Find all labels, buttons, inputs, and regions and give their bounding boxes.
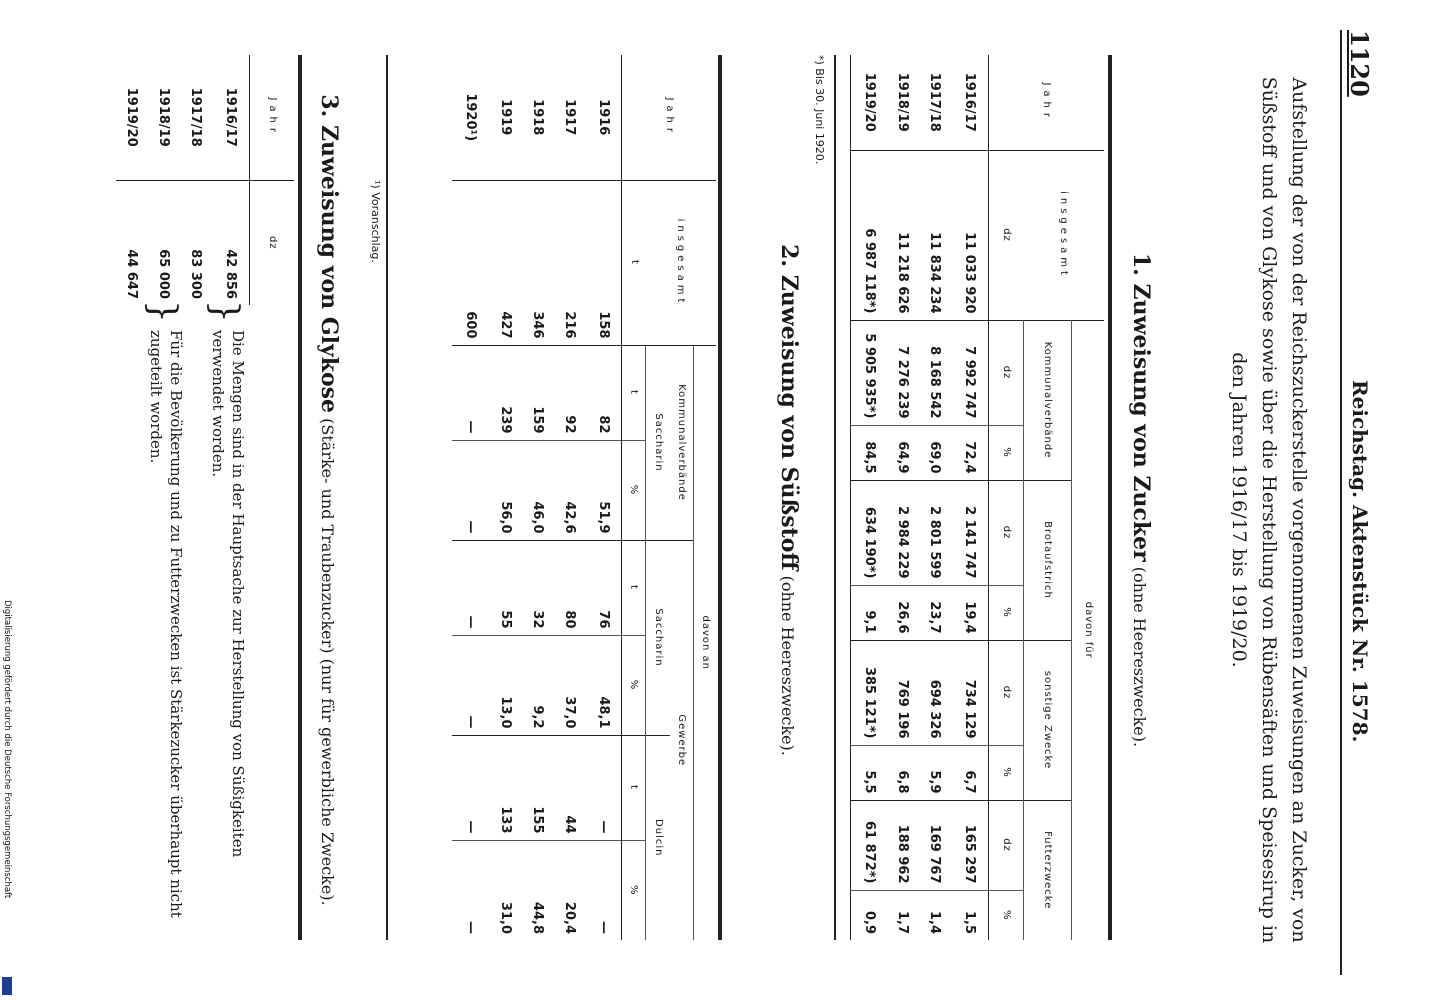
unit-dz: dz <box>989 480 1024 585</box>
table-row <box>452 55 490 940</box>
unit-dz: dz <box>989 320 1024 425</box>
cell-year: 1919/20 <box>124 87 140 147</box>
section2-heading-note: (ohne Heereszwecke). <box>778 575 797 756</box>
cell-dulcin-pct: 31,0 <box>490 840 522 940</box>
cell-insgesamt: 346 <box>522 180 554 345</box>
cell-sonstige-pct: 5,9 <box>919 745 951 800</box>
cell-kommunal-dz: 7 276 239 <box>887 320 919 425</box>
table-row <box>586 55 622 940</box>
cell-kommunal-t: 92 <box>554 345 586 440</box>
cell-insgesamt: 600 <box>452 180 490 345</box>
section2-bottom-rule <box>387 55 389 940</box>
cell-year: 1919/20 <box>861 72 877 132</box>
brace-1: } <box>204 300 245 323</box>
header-davon-fuer: davon für <box>1072 320 1104 940</box>
cell-year: 1917/18 <box>188 87 204 147</box>
cell-brot-pct: 26,6 <box>887 585 919 640</box>
cell-kommunal-t: 82 <box>586 345 622 440</box>
cell-saccharin-t: — <box>452 540 490 635</box>
table-row <box>212 55 250 305</box>
main-title: Aufstellung der von der Reichszuckerstelle vorgenommenen Zuweisungen an Zucker, von Süßstoff und von Glykose sowie über die Herstellung von Rübensäften und Speisesirup in den Jahren 1916/17 bis 1919/20. <box>1228 76 1310 944</box>
cell-brot-pct: 23,7 <box>919 585 951 640</box>
unit-pct: % <box>622 635 646 735</box>
unit-dz: dz <box>989 150 1024 320</box>
section2-heading: 2. Zuweisung von Süßstoff <box>776 244 802 571</box>
cell-futter-dz: 169 767 <box>919 800 951 890</box>
cell-kommunal-pct: 51,9 <box>586 440 622 540</box>
unit-dz: dz <box>989 800 1024 890</box>
unit-pct: % <box>989 745 1024 800</box>
header-brotaufstrich: Brotaufstrich <box>1024 480 1072 640</box>
cell-kommunal-dz: 5 905 935*) <box>851 320 887 425</box>
section2-top-rule <box>718 55 722 940</box>
cell-dz: 65 000 <box>148 180 180 305</box>
cell-kommunal-dz: 8 168 542 <box>919 320 951 425</box>
cell-saccharin-pct: — <box>452 635 490 735</box>
cell-dulcin-t: 133 <box>490 735 522 840</box>
header-gewerbe: Gewerbe <box>670 540 694 940</box>
unit-dz: dz <box>989 640 1024 745</box>
cell-futter-dz: 165 297 <box>951 800 989 890</box>
cell-kommunal-pct: 46,0 <box>522 440 554 540</box>
table-row <box>490 55 522 940</box>
dfg-credit <box>2 600 12 995</box>
cell-dulcin-t: 155 <box>522 735 554 840</box>
cell-insgesamt: 11 218 626 <box>887 150 919 320</box>
cell-insgesamt: 427 <box>490 180 522 345</box>
unit-t: t <box>622 540 646 635</box>
table-row <box>951 55 989 940</box>
unit-pct: % <box>989 890 1024 940</box>
section3-heading: 3. Zuweisung von Glykose <box>316 94 342 414</box>
cell-brot-dz: 634 190*) <box>851 480 887 585</box>
cell-dulcin-pct: 44,8 <box>522 840 554 940</box>
cell-year: 1917 <box>562 99 578 136</box>
section3-note-1: Die Mengen sind in der Hauptsache zur Herstellung von Süßigkeiten verwendet worden. <box>209 330 247 858</box>
table-row <box>116 55 148 305</box>
cell-year: 1916/17 <box>962 72 978 132</box>
cell-year: 1919 <box>498 99 514 136</box>
unit-pct: % <box>622 840 646 940</box>
section3-heading-wrap <box>316 0 342 1000</box>
header-insgesamt: insgesamt <box>1024 150 1104 320</box>
header-jahr: Jahr <box>989 55 1104 150</box>
cell-dulcin-pct: — <box>452 840 490 940</box>
sweetener-table <box>452 55 716 940</box>
cell-insgesamt: 11 834 234 <box>919 150 951 320</box>
table-row <box>148 55 180 305</box>
header-kommunalverbaende: Kommunalverbände <box>670 345 694 540</box>
dfg-logo-icon <box>2 977 12 995</box>
cell-brot-dz: 2 984 229 <box>887 480 919 585</box>
running-title: Reichstag. Aktenstück Nr. 1578. <box>1348 380 1372 743</box>
cell-insgesamt: 158 <box>586 180 622 345</box>
cell-saccharin-t: 55 <box>490 540 522 635</box>
section1-top-rule <box>1108 55 1112 940</box>
glucose-table <box>116 55 294 305</box>
cell-insgesamt: 11 033 920 <box>951 150 989 320</box>
unit-t: t <box>622 180 646 345</box>
cell-kommunal-t: 159 <box>522 345 554 440</box>
cell-sonstige-dz: 694 326 <box>919 640 951 745</box>
cell-kommunal-pct: 56,0 <box>490 440 522 540</box>
cell-sonstige-pct: 6,7 <box>951 745 989 800</box>
cell-kommunal-t: — <box>452 345 490 440</box>
cell-sonstige-dz: 769 196 <box>887 640 919 745</box>
brace-2: } <box>142 300 183 323</box>
cell-saccharin-pct: 48,1 <box>586 635 622 735</box>
cell-dulcin-pct: — <box>586 840 622 940</box>
cell-kommunal-pct: 72,4 <box>951 425 989 480</box>
cell-sonstige-pct: 6,8 <box>887 745 919 800</box>
section3-heading-note: (Stärke- und Traubenzucker) (nur für gewerbliche Zwecke). <box>318 418 337 906</box>
section1-footnote: *) Bis 30. Juni 1920. <box>813 55 826 165</box>
section1-heading-wrap <box>1128 0 1154 1000</box>
header-kommunalverbaende: Kommunalverbände <box>1024 320 1072 480</box>
cell-dz: 42 856 <box>212 180 250 305</box>
cell-dz: 44 647 <box>116 180 148 305</box>
cell-dulcin-t: 44 <box>554 735 586 840</box>
section1-heading: 1. Zuweisung von Zucker <box>1128 252 1154 562</box>
table-row <box>180 55 212 305</box>
cell-futter-dz: 188 962 <box>887 800 919 890</box>
cell-dulcin-t: — <box>586 735 622 840</box>
cell-brot-dz: 2 801 599 <box>919 480 951 585</box>
cell-kommunal-t: 239 <box>490 345 522 440</box>
table-row <box>851 55 887 940</box>
header-dulcin: Dulcin <box>646 735 670 940</box>
unit-pct: % <box>622 440 646 540</box>
cell-saccharin-pct: 13,0 <box>490 635 522 735</box>
cell-year: 1916 <box>596 99 612 136</box>
cell-year: 1918/19 <box>895 72 911 132</box>
cell-kommunal-pct: 69,0 <box>919 425 951 480</box>
section1-bottom-rule <box>835 55 837 940</box>
cell-saccharin-t: 76 <box>586 540 622 635</box>
sugar-table <box>851 55 1105 940</box>
unit-t: t <box>622 735 646 840</box>
cell-dz: 83 300 <box>180 180 212 305</box>
cell-futter-pct: 0,9 <box>851 890 887 940</box>
cell-year: 1920¹) <box>463 93 479 142</box>
cell-kommunal-pct: 84,5 <box>851 425 887 480</box>
cell-brot-pct: 19,4 <box>951 585 989 640</box>
dfg-credit-text: Digitalisierung gefördert durch die Deutsche Forschungsgemeinschaft <box>2 600 12 899</box>
cell-saccharin-t: 80 <box>554 540 586 635</box>
header-sonstige: sonstige Zwecke <box>1024 640 1072 800</box>
cell-sonstige-dz: 734 129 <box>951 640 989 745</box>
cell-kommunal-pct: 42,6 <box>554 440 586 540</box>
header-insgesamt: insgesamt <box>646 180 716 345</box>
cell-saccharin-pct: 37,0 <box>554 635 586 735</box>
unit-pct: % <box>989 585 1024 640</box>
cell-futter-dz: 61 872*) <box>851 800 887 890</box>
cell-year: 1918/19 <box>156 87 172 147</box>
cell-kommunal-dz: 7 992 747 <box>951 320 989 425</box>
section3-note-2: Für die Bevölkerung und zu Futterzwecken ist Stärkezucker überhaupt nicht zugeteilt worden. <box>147 330 185 918</box>
table-row <box>522 55 554 940</box>
cell-year: 1916/17 <box>223 87 239 147</box>
header-saccharin: Saccharin <box>646 540 670 735</box>
cell-futter-pct: 1,5 <box>951 890 989 940</box>
header-jahr: Jahr <box>622 55 716 180</box>
cell-kommunal-pct: 64,9 <box>887 425 919 480</box>
section1-heading-note: (ohne Heereszwecke). <box>1130 566 1149 748</box>
cell-year: 1917/18 <box>927 72 943 132</box>
unit-pct: % <box>989 425 1024 480</box>
unit-dz: dz <box>250 180 294 305</box>
cell-saccharin-pct: 9,2 <box>522 635 554 735</box>
cell-dulcin-t: — <box>452 735 490 840</box>
section2-footnote: ¹) Voranschlag. <box>369 180 382 263</box>
header-saccharin: Saccharin <box>646 345 670 540</box>
table-row <box>554 55 586 940</box>
header-futterzwecke: Futterzwecke <box>1024 800 1072 940</box>
section2-heading-wrap <box>776 0 802 1000</box>
cell-brot-pct: 9,1 <box>851 585 887 640</box>
header-davon-an: davon an <box>694 345 716 940</box>
unit-t: t <box>622 345 646 440</box>
cell-sonstige-dz: 385 121*) <box>851 640 887 745</box>
cell-futter-pct: 1,7 <box>887 890 919 940</box>
header-jahr: Jahr <box>250 55 294 180</box>
page-number: 1120 <box>1345 30 1374 97</box>
cell-dulcin-pct: 20,4 <box>554 840 586 940</box>
cell-year: 1918 <box>530 99 546 136</box>
table-row <box>919 55 951 940</box>
cell-sonstige-pct: 5,5 <box>851 745 887 800</box>
cell-insgesamt: 6 987 118*) <box>851 150 887 320</box>
section3-top-rule <box>298 55 302 940</box>
header-rule <box>1340 30 1342 975</box>
cell-saccharin-t: 32 <box>522 540 554 635</box>
cell-brot-dz: 2 141 747 <box>951 480 989 585</box>
table-row <box>887 55 919 940</box>
cell-kommunal-pct: — <box>452 440 490 540</box>
cell-insgesamt: 216 <box>554 180 586 345</box>
cell-futter-pct: 1,4 <box>919 890 951 940</box>
